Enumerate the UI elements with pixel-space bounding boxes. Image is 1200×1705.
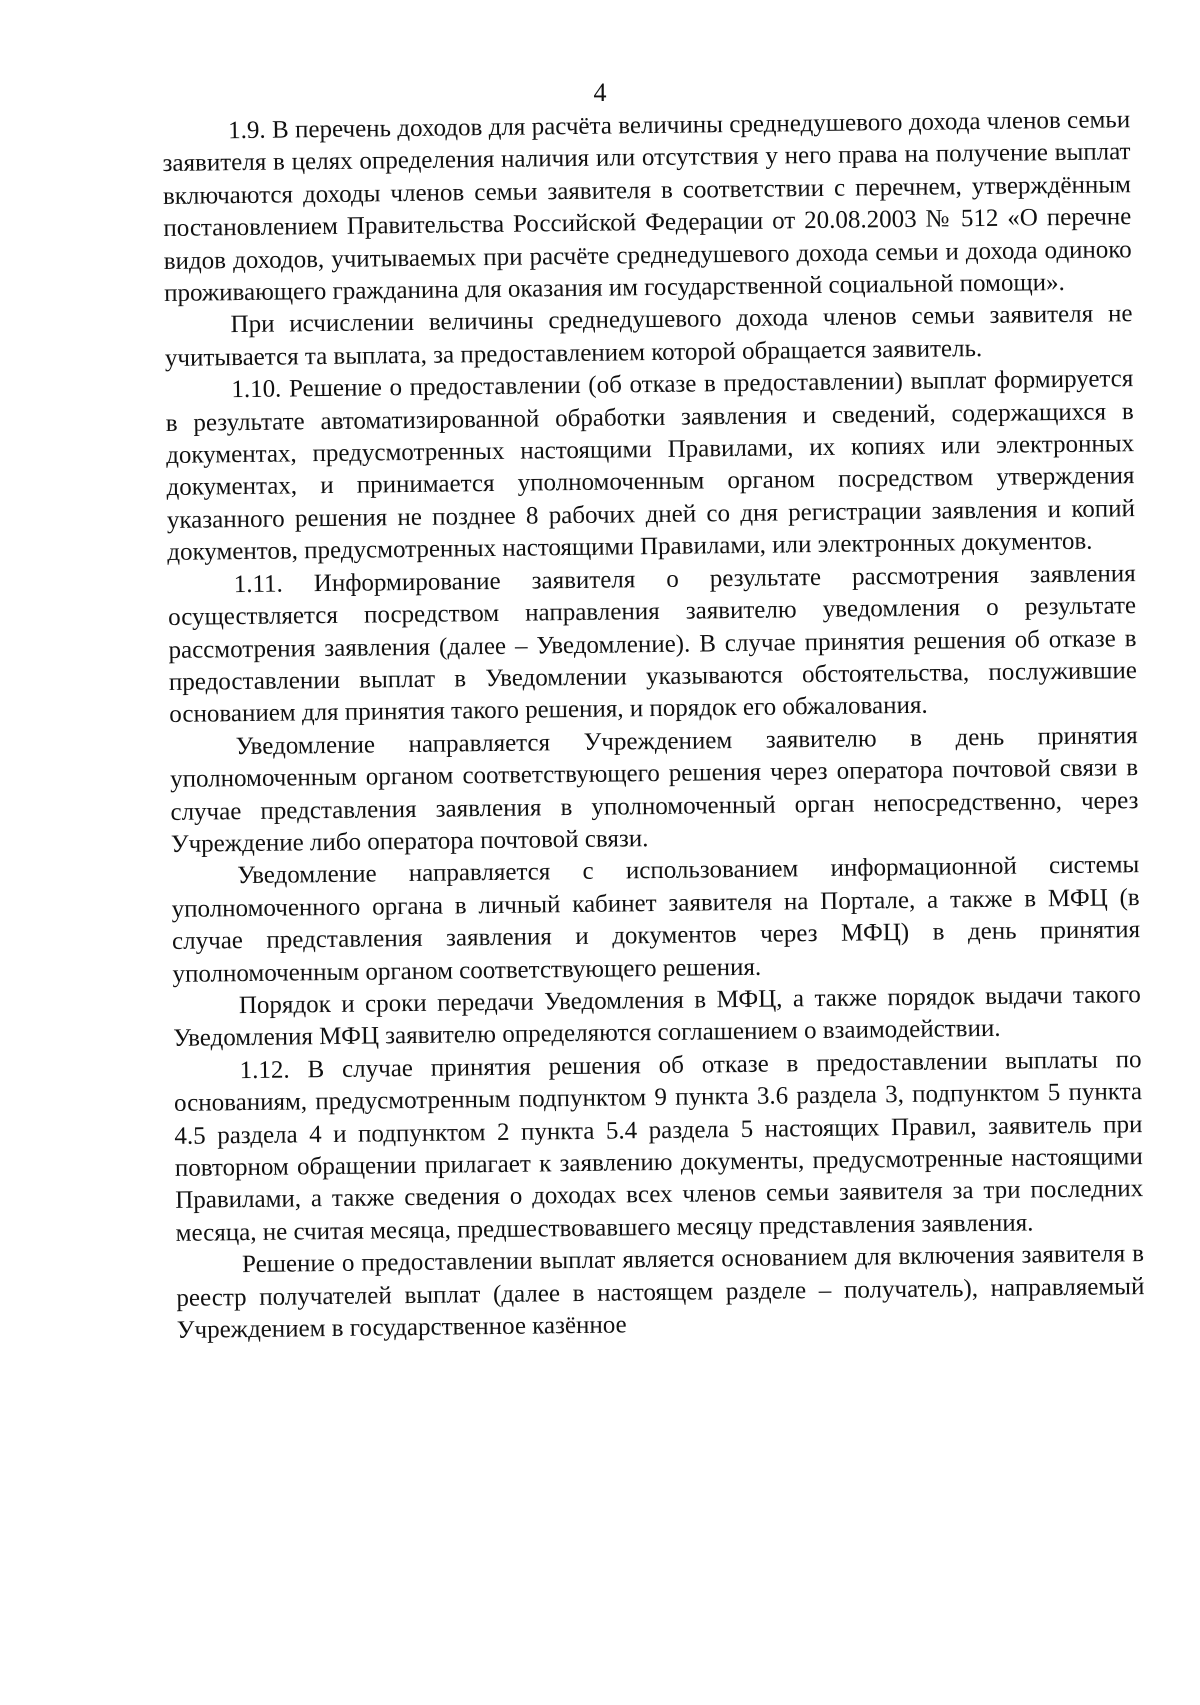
paragraph-1-10: 1.10. Решение о предоставлении (об отказе в предоставлении) выплат формируется в результате автоматизированной обработки заявления и сведений, содержащихся в документах, предусмотренных настоящими Правилами, их копиях или электронных документах, и принимается уполномоченным органом посредством утверждения указанного решения не позднее 8 рабочих дней со дня регистрации заявления и копий документов, предусмотренных настоящими Правилами, или электронных документов. bbox=[165, 365, 1136, 567]
paragraph-notification-mfc: Порядок и сроки передачи Уведомления в МФЦ, а также порядок выдачи такого Уведомления МФЦ заявителю определяются соглашением о взаимодействии. bbox=[173, 981, 1141, 1053]
paragraph-1-9: 1.9. В перечень доходов для расчёта величины среднедушевого дохода членов семьи заявителя в целях определения наличия или отсутствия у него права на получение выплат включаются доходы членов семьи заявителя в соответствии с перечнем, утверждённым постановлением Правительства Российской Федерации от 20.08.2003 № 512 «О перечне видов доходов, учитываемых при расчёте среднедушевого дохода семьи и дохода одиноко проживающего гражданина для оказания им государственной социальной помощи». bbox=[162, 106, 1132, 308]
document-body bbox=[162, 104, 1145, 1347]
page-number: 4 bbox=[593, 78, 607, 107]
paragraph-notification-portal: Уведомление направляется с использованием информационной системы уполномоченного органа в личный кабинет заявителя на Портале, а также в МФЦ (в случае представления заявления и документов через МФЦ) в день принятия уполномоченным органом соответствующего решения. bbox=[171, 851, 1141, 988]
paragraph-income-calculation: При исчислении величины среднедушевого дохода членов семьи заявителя не учитывается та выплата, за предоставлением которой обращается заявитель. bbox=[164, 300, 1133, 372]
paragraph-1-12: 1.12. В случае принятия решения об отказе в предоставлении выплаты по основаниям, предусмотренным подпунктом 9 пункта 3.6 раздела 3, подпунктом 5 пункта 4.5 раздела 4 и подпунктом 2 пункта 5.4 раздела 5 настоящих Правил, заявитель при повторном обращении прилагает к заявлению документы, предусмотренные настоящими Правилами, а также сведения о доходах всех членов семьи заявителя за три последних месяца, не считая месяца, предшествовавшего месяцу представления заявления. bbox=[173, 1045, 1144, 1247]
paragraph-registry: Решение о предоставлении выплат является основанием для включения заявителя в реестр получателей выплат (далее в настоящем разделе – получатель), направляемый Учреждением в государственное казённое bbox=[176, 1240, 1145, 1344]
paragraph-1-11: 1.11. Информирование заявителя о результате рассмотрения заявления осуществляется посредством направления заявителю уведомления о результате рассмотрения заявления (далее – Уведомление). В случае принятия решения об отказе в предоставлении выплат в Уведомлении указываются обстоятельства, послужившие основанием для принятия такого решения, и порядок его обжалования. bbox=[167, 559, 1138, 729]
paragraph-notification-postal: Уведомление направляется Учреждением заявителю в день принятия уполномоченным органом соответствующего решения через оператора почтовой связи в случае представления заявления в уполномоченный орган непосредственно, через Учреждение либо оператора почтовой связи. bbox=[169, 721, 1139, 858]
